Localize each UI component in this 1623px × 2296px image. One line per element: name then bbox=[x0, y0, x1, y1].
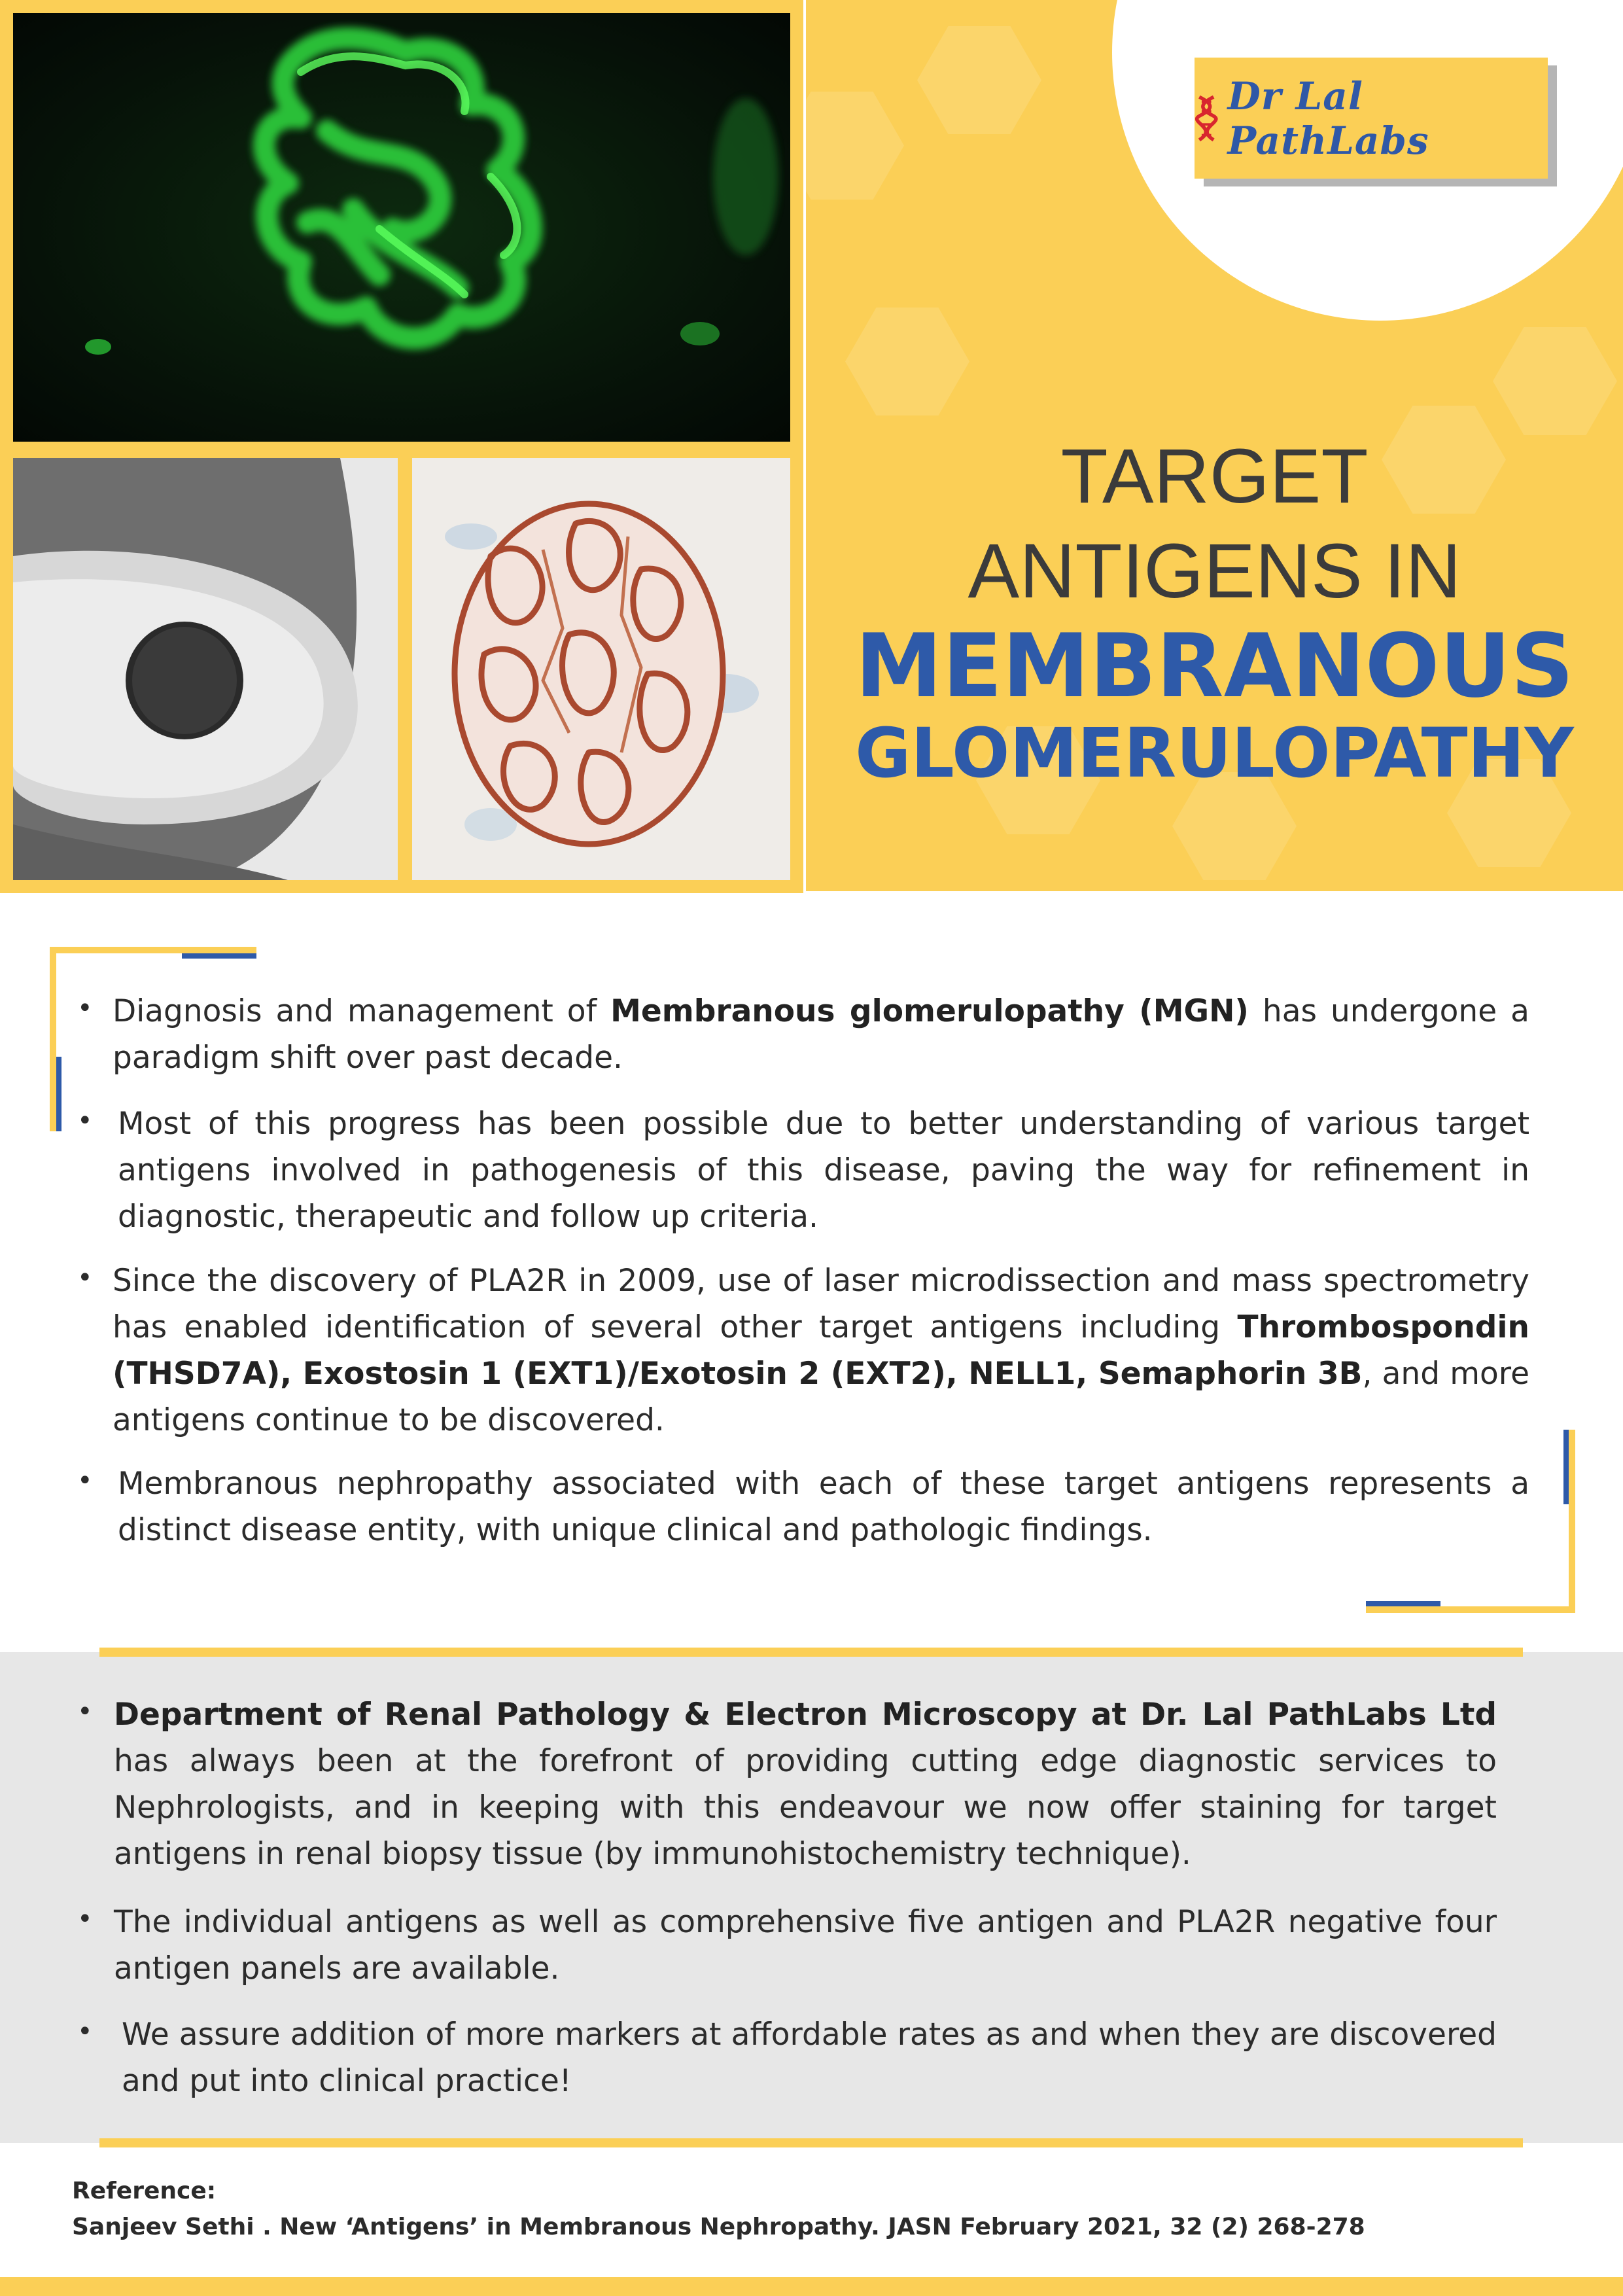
bracket-bottom-right bbox=[1366, 1606, 1575, 1613]
paragraph-discovery: Since the discovery of PLA2R in 2009, use of laser microdissection and mass spectrometry has enabled identification of several other target antigens including Thrombospondin (THSD7A), Exostosin 1 (EXT1)/Exotosin 2 (EXT2), NELL1, Semaphorin 3B, and more antigens continue to be discovered. bbox=[113, 1263, 1529, 1438]
bullet: • bbox=[77, 2017, 93, 2047]
paragraph-diagnosis: Diagnosis and management of Membranous glomerulopathy (MGN) has undergone a paradigm shift over past decade. bbox=[113, 993, 1529, 1076]
gold-divider-top bbox=[99, 1648, 1523, 1657]
dna-helix-icon bbox=[1195, 92, 1218, 145]
electron-micrograph-image bbox=[13, 458, 398, 880]
bullet: • bbox=[77, 1263, 93, 1293]
paragraph-assurance: We assure addition of more markers at affordable rates as and when they are discovered and put into clinical practice! bbox=[122, 2017, 1497, 2099]
brand-logo bbox=[1195, 58, 1548, 179]
bracket-top-left bbox=[50, 947, 256, 953]
paragraph-department: Department of Renal Pathology & Electron Microscopy at Dr. Lal PathLabs Ltd has always been at the forefront of providing cutting edge diagnostic services to Nephrologists, and in keeping with this endeavour we now offer staining for target antigens in renal biopsy tissue (by immunohistochemistry technique). bbox=[114, 1697, 1497, 1872]
immunofluorescence-glomerulus-image bbox=[13, 13, 790, 442]
ihc-glomerulus-image bbox=[412, 458, 790, 880]
title-line-1: TARGET bbox=[1060, 433, 1369, 520]
paragraph-disease-entity: Membranous nephropathy associated with each of these target antigens represents a distinct disease entity, with unique clinical and pathologic findings. bbox=[118, 1466, 1529, 1548]
bullet: • bbox=[77, 1466, 93, 1496]
footer-bar bbox=[0, 2277, 1623, 2296]
title-line-4: GLOMERULOPATHY bbox=[855, 713, 1574, 793]
title-line-3: MEMBRANOUS bbox=[855, 615, 1574, 717]
reference-citation: Sanjeev Sethi . New ‘Antigens’ in Membranous Nephropathy. JASN February 2021, 32 (2) 268-278 bbox=[72, 2214, 1365, 2240]
gold-divider-bottom bbox=[99, 2138, 1523, 2147]
bullet: • bbox=[77, 1904, 93, 1934]
header bbox=[0, 0, 1623, 893]
paragraph-panels: The individual antigens as well as comprehensive five antigen and PLA2R negative four antigen panels are available. bbox=[114, 1904, 1497, 1987]
reference-label: Reference: bbox=[72, 2178, 217, 2204]
bullet: • bbox=[77, 1697, 93, 1727]
bullet: • bbox=[77, 993, 93, 1023]
title-line-2: ANTIGENS IN bbox=[968, 528, 1461, 614]
paragraph-progress: Most of this progress has been possible due to better understanding of various target antigens involved in pathogenesis of this disease, paving the way for refinement in diagnostic, therapeutic and follow up criteria. bbox=[118, 1106, 1529, 1235]
bullet: • bbox=[77, 1106, 93, 1136]
brand-logo-text: Dr Lal PathLabs bbox=[1227, 73, 1429, 163]
